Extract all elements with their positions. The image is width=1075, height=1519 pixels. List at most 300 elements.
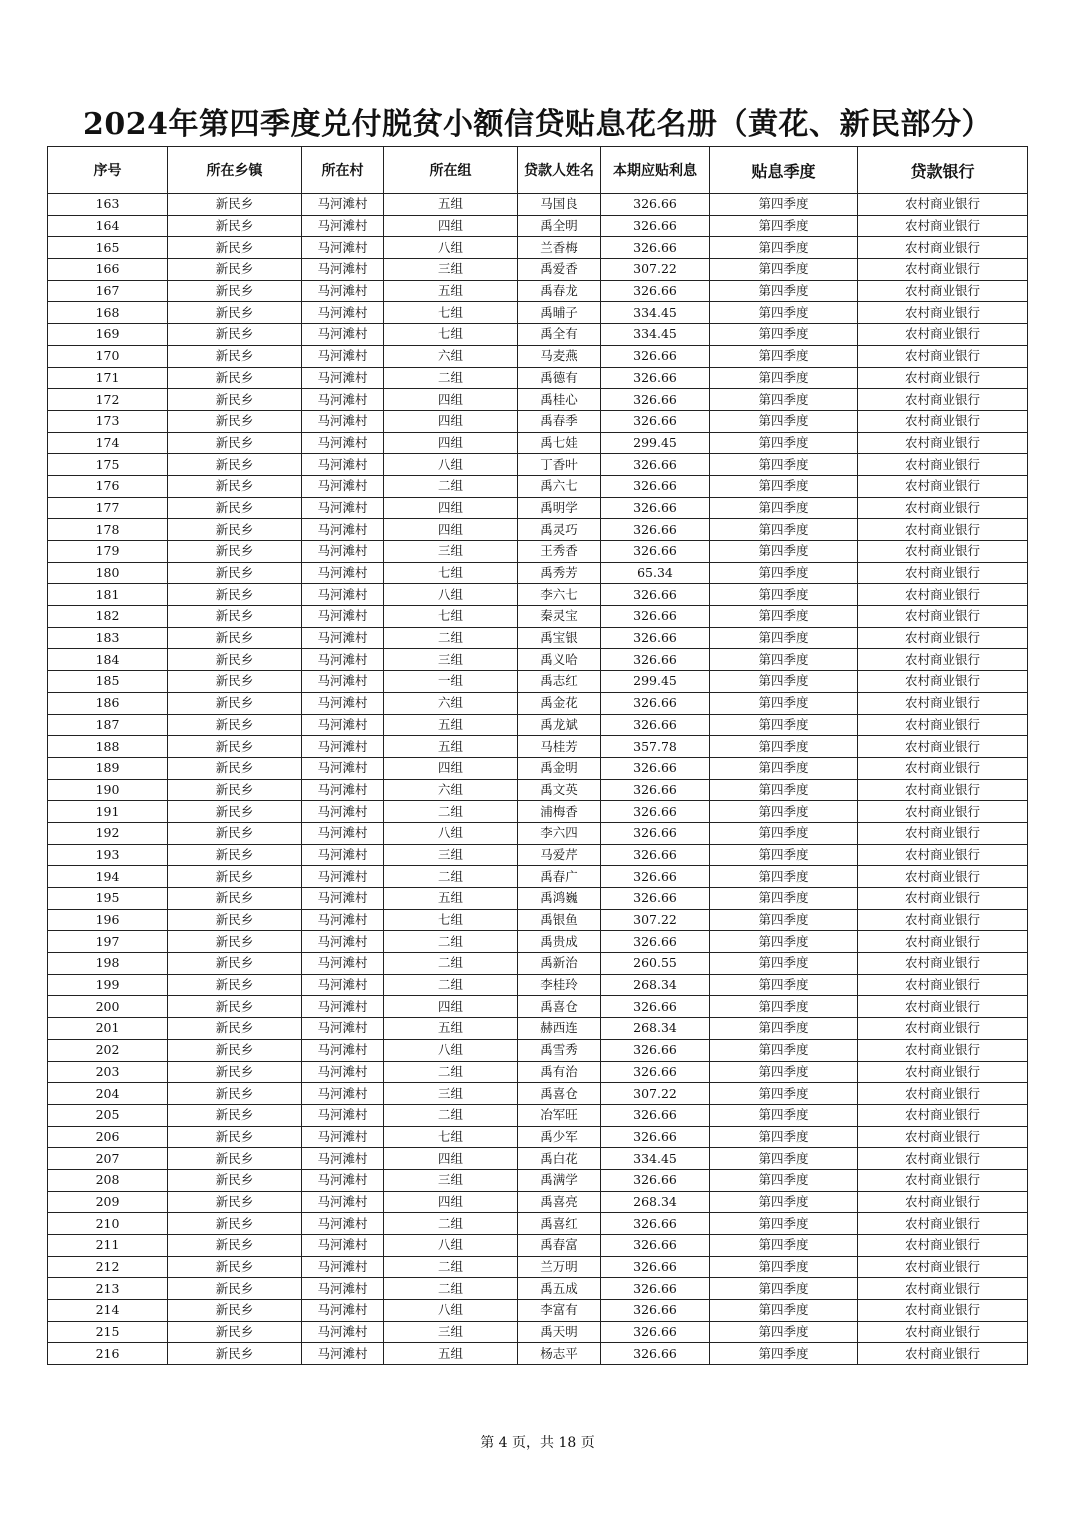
cell-quarter: 第四季度 bbox=[710, 1148, 858, 1170]
table-row bbox=[48, 714, 1028, 736]
cell-group: 二组 bbox=[384, 367, 518, 389]
cell-township: 新民乡 bbox=[168, 1343, 302, 1365]
cell-interest: 326.66 bbox=[601, 1300, 710, 1322]
cell-borrower-name: 禹喜红 bbox=[518, 1213, 601, 1235]
cell-village: 马河滩村 bbox=[302, 259, 384, 281]
cell-quarter: 第四季度 bbox=[710, 302, 858, 324]
cell-interest: 326.66 bbox=[601, 714, 710, 736]
cell-borrower-name: 禹春广 bbox=[518, 866, 601, 888]
cell-index: 197 bbox=[48, 931, 168, 953]
cell-index: 199 bbox=[48, 974, 168, 996]
cell-village: 马河滩村 bbox=[302, 345, 384, 367]
cell-quarter: 第四季度 bbox=[710, 1018, 858, 1040]
cell-quarter: 第四季度 bbox=[710, 1191, 858, 1213]
cell-index: 174 bbox=[48, 432, 168, 454]
cell-village: 马河滩村 bbox=[302, 1278, 384, 1300]
cell-township: 新民乡 bbox=[168, 345, 302, 367]
cell-village: 马河滩村 bbox=[302, 389, 384, 411]
cell-interest: 326.66 bbox=[601, 1256, 710, 1278]
cell-interest: 326.66 bbox=[601, 389, 710, 411]
cell-index: 198 bbox=[48, 953, 168, 975]
cell-village: 马河滩村 bbox=[302, 562, 384, 584]
cell-borrower-name: 马桂芳 bbox=[518, 736, 601, 758]
cell-bank: 农村商业银行 bbox=[858, 1083, 1028, 1105]
cell-township: 新民乡 bbox=[168, 475, 302, 497]
cell-index: 165 bbox=[48, 237, 168, 259]
cell-index: 210 bbox=[48, 1213, 168, 1235]
cell-index: 179 bbox=[48, 541, 168, 563]
cell-quarter: 第四季度 bbox=[710, 1321, 858, 1343]
cell-borrower-name: 李六七 bbox=[518, 584, 601, 606]
cell-quarter: 第四季度 bbox=[710, 1213, 858, 1235]
cell-bank: 农村商业银行 bbox=[858, 410, 1028, 432]
table-row bbox=[48, 1256, 1028, 1278]
cell-borrower-name: 杨志平 bbox=[518, 1343, 601, 1365]
cell-township: 新民乡 bbox=[168, 259, 302, 281]
cell-interest: 334.45 bbox=[601, 324, 710, 346]
table-body bbox=[48, 194, 1028, 1365]
cell-borrower-name: 兰香梅 bbox=[518, 237, 601, 259]
table-row bbox=[48, 1039, 1028, 1061]
table-header-row bbox=[48, 147, 1028, 194]
cell-village: 马河滩村 bbox=[302, 844, 384, 866]
cell-index: 183 bbox=[48, 627, 168, 649]
page-title: 2024年第四季度兑付脱贫小额信贷贴息花名册（黄花、新民部分） bbox=[83, 107, 992, 142]
table-row bbox=[48, 1126, 1028, 1148]
table-row bbox=[48, 237, 1028, 259]
cell-township: 新民乡 bbox=[168, 237, 302, 259]
cell-index: 169 bbox=[48, 324, 168, 346]
cell-group: 四组 bbox=[384, 1191, 518, 1213]
cell-group: 七组 bbox=[384, 606, 518, 628]
cell-borrower-name: 马爱芹 bbox=[518, 844, 601, 866]
cell-bank: 农村商业银行 bbox=[858, 475, 1028, 497]
cell-bank: 农村商业银行 bbox=[858, 1148, 1028, 1170]
cell-bank: 农村商业银行 bbox=[858, 1191, 1028, 1213]
cell-index: 168 bbox=[48, 302, 168, 324]
cell-quarter: 第四季度 bbox=[710, 1256, 858, 1278]
cell-index: 166 bbox=[48, 259, 168, 281]
cell-interest: 326.66 bbox=[601, 844, 710, 866]
cell-interest: 326.66 bbox=[601, 1321, 710, 1343]
cell-group: 二组 bbox=[384, 931, 518, 953]
cell-interest: 326.66 bbox=[601, 1061, 710, 1083]
table-row bbox=[48, 757, 1028, 779]
cell-township: 新民乡 bbox=[168, 996, 302, 1018]
cell-township: 新民乡 bbox=[168, 627, 302, 649]
cell-quarter: 第四季度 bbox=[710, 1104, 858, 1126]
cell-group: 八组 bbox=[384, 237, 518, 259]
cell-interest: 326.66 bbox=[601, 649, 710, 671]
cell-borrower-name: 禹天明 bbox=[518, 1321, 601, 1343]
cell-index: 194 bbox=[48, 866, 168, 888]
cell-borrower-name: 李桂玲 bbox=[518, 974, 601, 996]
cell-interest: 307.22 bbox=[601, 1083, 710, 1105]
table-row bbox=[48, 1213, 1028, 1235]
cell-bank: 农村商业银行 bbox=[858, 649, 1028, 671]
table-row bbox=[48, 324, 1028, 346]
cell-interest: 299.45 bbox=[601, 432, 710, 454]
cell-borrower-name: 禹喜仓 bbox=[518, 1083, 601, 1105]
cell-group: 七组 bbox=[384, 909, 518, 931]
cell-interest: 326.66 bbox=[601, 280, 710, 302]
cell-index: 211 bbox=[48, 1235, 168, 1257]
cell-bank: 农村商业银行 bbox=[858, 1235, 1028, 1257]
cell-group: 五组 bbox=[384, 1018, 518, 1040]
cell-interest: 326.66 bbox=[601, 194, 710, 216]
cell-bank: 农村商业银行 bbox=[858, 714, 1028, 736]
cell-village: 马河滩村 bbox=[302, 432, 384, 454]
cell-quarter: 第四季度 bbox=[710, 757, 858, 779]
cell-index: 214 bbox=[48, 1300, 168, 1322]
cell-village: 马河滩村 bbox=[302, 1039, 384, 1061]
cell-interest: 334.45 bbox=[601, 1148, 710, 1170]
cell-village: 马河滩村 bbox=[302, 497, 384, 519]
cell-interest: 326.66 bbox=[601, 1126, 710, 1148]
cell-group: 八组 bbox=[384, 1235, 518, 1257]
cell-interest: 260.55 bbox=[601, 953, 710, 975]
cell-borrower-name: 禹喜仓 bbox=[518, 996, 601, 1018]
cell-bank: 农村商业银行 bbox=[858, 454, 1028, 476]
cell-borrower-name: 禹全明 bbox=[518, 215, 601, 237]
cell-borrower-name: 禹春季 bbox=[518, 410, 601, 432]
cell-group: 二组 bbox=[384, 1213, 518, 1235]
cell-township: 新民乡 bbox=[168, 606, 302, 628]
cell-village: 马河滩村 bbox=[302, 194, 384, 216]
cell-index: 206 bbox=[48, 1126, 168, 1148]
cell-interest: 326.66 bbox=[601, 215, 710, 237]
cell-interest: 326.66 bbox=[601, 866, 710, 888]
cell-quarter: 第四季度 bbox=[710, 259, 858, 281]
header-bank: 贷款银行 bbox=[858, 147, 1028, 194]
cell-index: 195 bbox=[48, 888, 168, 910]
cell-township: 新民乡 bbox=[168, 779, 302, 801]
cell-quarter: 第四季度 bbox=[710, 953, 858, 975]
cell-bank: 农村商业银行 bbox=[858, 562, 1028, 584]
cell-village: 马河滩村 bbox=[302, 1191, 384, 1213]
cell-group: 五组 bbox=[384, 736, 518, 758]
cell-village: 马河滩村 bbox=[302, 1083, 384, 1105]
cell-interest: 268.34 bbox=[601, 974, 710, 996]
cell-village: 马河滩村 bbox=[302, 324, 384, 346]
cell-group: 四组 bbox=[384, 432, 518, 454]
cell-index: 196 bbox=[48, 909, 168, 931]
cell-index: 164 bbox=[48, 215, 168, 237]
cell-quarter: 第四季度 bbox=[710, 215, 858, 237]
cell-index: 192 bbox=[48, 822, 168, 844]
table-row bbox=[48, 280, 1028, 302]
cell-village: 马河滩村 bbox=[302, 1213, 384, 1235]
cell-village: 马河滩村 bbox=[302, 627, 384, 649]
cell-quarter: 第四季度 bbox=[710, 324, 858, 346]
cell-interest: 326.66 bbox=[601, 1213, 710, 1235]
table-row bbox=[48, 953, 1028, 975]
table-row bbox=[48, 1300, 1028, 1322]
cell-township: 新民乡 bbox=[168, 1300, 302, 1322]
table-row bbox=[48, 801, 1028, 823]
cell-borrower-name: 禹鸿巍 bbox=[518, 888, 601, 910]
cell-township: 新民乡 bbox=[168, 1148, 302, 1170]
cell-bank: 农村商业银行 bbox=[858, 1321, 1028, 1343]
cell-quarter: 第四季度 bbox=[710, 649, 858, 671]
cell-index: 212 bbox=[48, 1256, 168, 1278]
cell-bank: 农村商业银行 bbox=[858, 1126, 1028, 1148]
cell-index: 200 bbox=[48, 996, 168, 1018]
cell-township: 新民乡 bbox=[168, 866, 302, 888]
cell-interest: 326.66 bbox=[601, 497, 710, 519]
cell-township: 新民乡 bbox=[168, 1039, 302, 1061]
cell-bank: 农村商业银行 bbox=[858, 302, 1028, 324]
cell-village: 马河滩村 bbox=[302, 953, 384, 975]
cell-bank: 农村商业银行 bbox=[858, 844, 1028, 866]
cell-interest: 326.66 bbox=[601, 627, 710, 649]
cell-interest: 326.66 bbox=[601, 757, 710, 779]
table-row bbox=[48, 367, 1028, 389]
cell-village: 马河滩村 bbox=[302, 1018, 384, 1040]
cell-village: 马河滩村 bbox=[302, 454, 384, 476]
cell-interest: 326.66 bbox=[601, 692, 710, 714]
cell-group: 七组 bbox=[384, 302, 518, 324]
cell-interest: 326.66 bbox=[601, 519, 710, 541]
cell-interest: 326.66 bbox=[601, 801, 710, 823]
cell-interest: 326.66 bbox=[601, 410, 710, 432]
table-row bbox=[48, 1061, 1028, 1083]
cell-borrower-name: 禹爱香 bbox=[518, 259, 601, 281]
cell-group: 五组 bbox=[384, 714, 518, 736]
cell-borrower-name: 李六四 bbox=[518, 822, 601, 844]
cell-quarter: 第四季度 bbox=[710, 367, 858, 389]
cell-bank: 农村商业银行 bbox=[858, 974, 1028, 996]
cell-borrower-name: 浦梅香 bbox=[518, 801, 601, 823]
cell-index: 185 bbox=[48, 671, 168, 693]
table-row bbox=[48, 584, 1028, 606]
cell-township: 新民乡 bbox=[168, 519, 302, 541]
cell-group: 三组 bbox=[384, 844, 518, 866]
cell-group: 八组 bbox=[384, 584, 518, 606]
cell-township: 新民乡 bbox=[168, 1169, 302, 1191]
header-quarter: 贴息季度 bbox=[710, 147, 858, 194]
cell-group: 八组 bbox=[384, 1039, 518, 1061]
table-row bbox=[48, 671, 1028, 693]
cell-borrower-name: 禹义哈 bbox=[518, 649, 601, 671]
cell-township: 新民乡 bbox=[168, 692, 302, 714]
table-row bbox=[48, 1169, 1028, 1191]
cell-village: 马河滩村 bbox=[302, 801, 384, 823]
cell-township: 新民乡 bbox=[168, 931, 302, 953]
cell-township: 新民乡 bbox=[168, 584, 302, 606]
cell-index: 190 bbox=[48, 779, 168, 801]
cell-quarter: 第四季度 bbox=[710, 475, 858, 497]
table-row bbox=[48, 215, 1028, 237]
table-row bbox=[48, 541, 1028, 563]
cell-interest: 326.66 bbox=[601, 1343, 710, 1365]
cell-township: 新民乡 bbox=[168, 541, 302, 563]
cell-borrower-name: 李富有 bbox=[518, 1300, 601, 1322]
table-row bbox=[48, 1191, 1028, 1213]
cell-quarter: 第四季度 bbox=[710, 1083, 858, 1105]
cell-village: 马河滩村 bbox=[302, 779, 384, 801]
cell-village: 马河滩村 bbox=[302, 909, 384, 931]
cell-interest: 326.66 bbox=[601, 367, 710, 389]
cell-index: 216 bbox=[48, 1343, 168, 1365]
cell-bank: 农村商业银行 bbox=[858, 779, 1028, 801]
cell-quarter: 第四季度 bbox=[710, 627, 858, 649]
cell-interest: 326.66 bbox=[601, 1235, 710, 1257]
cell-index: 178 bbox=[48, 519, 168, 541]
cell-index: 215 bbox=[48, 1321, 168, 1343]
cell-village: 马河滩村 bbox=[302, 475, 384, 497]
cell-borrower-name: 禹龙斌 bbox=[518, 714, 601, 736]
cell-quarter: 第四季度 bbox=[710, 1235, 858, 1257]
cell-borrower-name: 王秀香 bbox=[518, 541, 601, 563]
cell-group: 五组 bbox=[384, 888, 518, 910]
cell-village: 马河滩村 bbox=[302, 1169, 384, 1191]
cell-bank: 农村商业银行 bbox=[858, 215, 1028, 237]
cell-township: 新民乡 bbox=[168, 562, 302, 584]
cell-interest: 326.66 bbox=[601, 584, 710, 606]
cell-index: 180 bbox=[48, 562, 168, 584]
cell-borrower-name: 禹晡子 bbox=[518, 302, 601, 324]
table-row bbox=[48, 497, 1028, 519]
cell-bank: 农村商业银行 bbox=[858, 866, 1028, 888]
cell-quarter: 第四季度 bbox=[710, 779, 858, 801]
cell-bank: 农村商业银行 bbox=[858, 996, 1028, 1018]
cell-index: 170 bbox=[48, 345, 168, 367]
cell-interest: 307.22 bbox=[601, 259, 710, 281]
cell-borrower-name: 禹银鱼 bbox=[518, 909, 601, 931]
cell-township: 新民乡 bbox=[168, 1256, 302, 1278]
header-township: 所在乡镇 bbox=[168, 147, 302, 194]
cell-bank: 农村商业银行 bbox=[858, 367, 1028, 389]
cell-group: 五组 bbox=[384, 194, 518, 216]
cell-group: 二组 bbox=[384, 627, 518, 649]
cell-group: 二组 bbox=[384, 866, 518, 888]
cell-township: 新民乡 bbox=[168, 974, 302, 996]
cell-quarter: 第四季度 bbox=[710, 410, 858, 432]
table-row bbox=[48, 822, 1028, 844]
cell-interest: 65.34 bbox=[601, 562, 710, 584]
cell-group: 四组 bbox=[384, 757, 518, 779]
cell-quarter: 第四季度 bbox=[710, 194, 858, 216]
table-row bbox=[48, 562, 1028, 584]
table-row bbox=[48, 1278, 1028, 1300]
cell-group: 二组 bbox=[384, 1061, 518, 1083]
cell-bank: 农村商业银行 bbox=[858, 1061, 1028, 1083]
cell-interest: 326.66 bbox=[601, 237, 710, 259]
cell-quarter: 第四季度 bbox=[710, 822, 858, 844]
cell-borrower-name: 禹少军 bbox=[518, 1126, 601, 1148]
cell-township: 新民乡 bbox=[168, 1061, 302, 1083]
cell-group: 四组 bbox=[384, 215, 518, 237]
cell-township: 新民乡 bbox=[168, 888, 302, 910]
cell-interest: 357.78 bbox=[601, 736, 710, 758]
cell-quarter: 第四季度 bbox=[710, 996, 858, 1018]
cell-township: 新民乡 bbox=[168, 324, 302, 346]
cell-village: 马河滩村 bbox=[302, 736, 384, 758]
cell-village: 马河滩村 bbox=[302, 974, 384, 996]
cell-index: 163 bbox=[48, 194, 168, 216]
cell-interest: 268.34 bbox=[601, 1018, 710, 1040]
cell-village: 马河滩村 bbox=[302, 1061, 384, 1083]
cell-quarter: 第四季度 bbox=[710, 389, 858, 411]
cell-township: 新民乡 bbox=[168, 389, 302, 411]
cell-bank: 农村商业银行 bbox=[858, 1169, 1028, 1191]
cell-village: 马河滩村 bbox=[302, 1321, 384, 1343]
cell-index: 188 bbox=[48, 736, 168, 758]
cell-group: 三组 bbox=[384, 649, 518, 671]
cell-village: 马河滩村 bbox=[302, 1126, 384, 1148]
cell-index: 173 bbox=[48, 410, 168, 432]
cell-village: 马河滩村 bbox=[302, 410, 384, 432]
cell-interest: 307.22 bbox=[601, 909, 710, 931]
cell-group: 二组 bbox=[384, 1256, 518, 1278]
cell-township: 新民乡 bbox=[168, 410, 302, 432]
cell-index: 203 bbox=[48, 1061, 168, 1083]
cell-index: 177 bbox=[48, 497, 168, 519]
cell-interest: 326.66 bbox=[601, 454, 710, 476]
cell-quarter: 第四季度 bbox=[710, 519, 858, 541]
cell-borrower-name: 禹金明 bbox=[518, 757, 601, 779]
cell-group: 五组 bbox=[384, 280, 518, 302]
table-row bbox=[48, 1148, 1028, 1170]
header-borrower-name: 贷款人姓名 bbox=[518, 147, 601, 194]
cell-bank: 农村商业银行 bbox=[858, 584, 1028, 606]
cell-index: 205 bbox=[48, 1104, 168, 1126]
cell-borrower-name: 禹灵巧 bbox=[518, 519, 601, 541]
cell-bank: 农村商业银行 bbox=[858, 541, 1028, 563]
cell-quarter: 第四季度 bbox=[710, 345, 858, 367]
cell-index: 175 bbox=[48, 454, 168, 476]
cell-township: 新民乡 bbox=[168, 757, 302, 779]
cell-interest: 326.66 bbox=[601, 822, 710, 844]
cell-interest: 326.66 bbox=[601, 779, 710, 801]
table-row bbox=[48, 1343, 1028, 1365]
cell-village: 马河滩村 bbox=[302, 692, 384, 714]
cell-township: 新民乡 bbox=[168, 736, 302, 758]
cell-quarter: 第四季度 bbox=[710, 736, 858, 758]
cell-bank: 农村商业银行 bbox=[858, 1256, 1028, 1278]
table-row bbox=[48, 974, 1028, 996]
cell-township: 新民乡 bbox=[168, 671, 302, 693]
table-row bbox=[48, 779, 1028, 801]
table-row bbox=[48, 844, 1028, 866]
cell-borrower-name: 禹五成 bbox=[518, 1278, 601, 1300]
cell-group: 五组 bbox=[384, 1343, 518, 1365]
cell-township: 新民乡 bbox=[168, 1235, 302, 1257]
cell-group: 二组 bbox=[384, 953, 518, 975]
cell-quarter: 第四季度 bbox=[710, 454, 858, 476]
cell-group: 八组 bbox=[384, 1300, 518, 1322]
cell-township: 新民乡 bbox=[168, 1104, 302, 1126]
cell-bank: 农村商业银行 bbox=[858, 259, 1028, 281]
cell-group: 二组 bbox=[384, 801, 518, 823]
cell-township: 新民乡 bbox=[168, 909, 302, 931]
cell-bank: 农村商业银行 bbox=[858, 801, 1028, 823]
cell-bank: 农村商业银行 bbox=[858, 627, 1028, 649]
cell-borrower-name: 禹德有 bbox=[518, 367, 601, 389]
cell-quarter: 第四季度 bbox=[710, 888, 858, 910]
cell-index: 176 bbox=[48, 475, 168, 497]
cell-village: 马河滩村 bbox=[302, 367, 384, 389]
cell-village: 马河滩村 bbox=[302, 1256, 384, 1278]
cell-borrower-name: 丁香叶 bbox=[518, 454, 601, 476]
cell-borrower-name: 禹宝银 bbox=[518, 627, 601, 649]
cell-bank: 农村商业银行 bbox=[858, 432, 1028, 454]
cell-bank: 农村商业银行 bbox=[858, 237, 1028, 259]
cell-borrower-name: 禹全有 bbox=[518, 324, 601, 346]
cell-index: 167 bbox=[48, 280, 168, 302]
cell-borrower-name: 禹春富 bbox=[518, 1235, 601, 1257]
